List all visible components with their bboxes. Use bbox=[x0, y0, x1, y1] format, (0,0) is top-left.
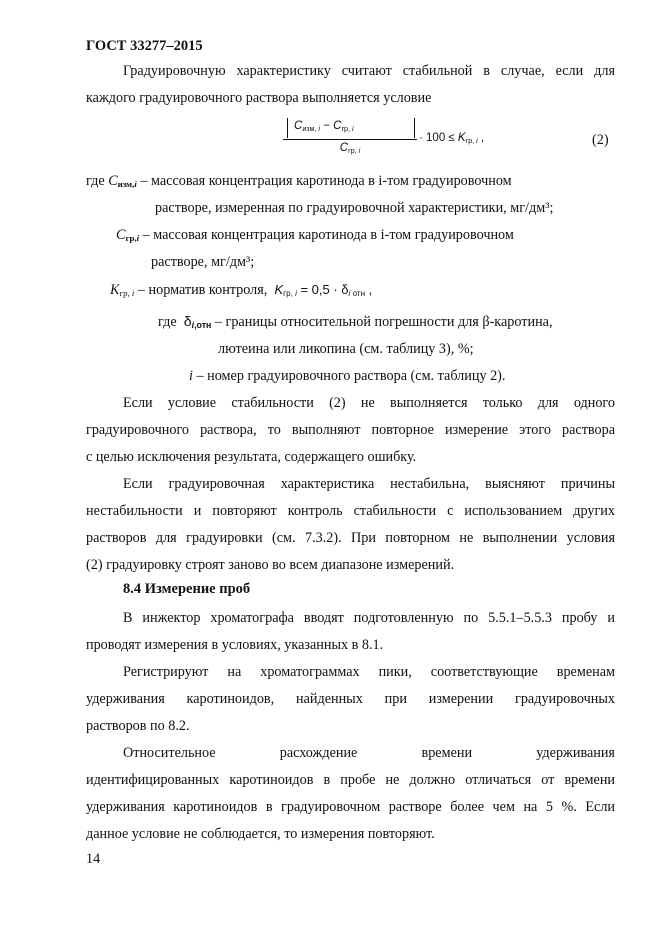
word: Относительное bbox=[123, 745, 216, 761]
para6-line3: удерживания каротиноидов в градуировочном растворе более чем на 5 %. Если bbox=[86, 799, 615, 815]
word: расхождение bbox=[279, 745, 358, 761]
para2-line3: с целью исключения результата, содержащего ошибку. bbox=[86, 449, 417, 465]
para5-line1: Регистрируют на хроматограммах пики, соответствующие временам bbox=[123, 664, 615, 680]
para5-line2: удерживания каротиноидов, найденных при измерении градуировочных bbox=[86, 691, 615, 707]
formula-fraction bbox=[283, 117, 415, 161]
formula-2 bbox=[283, 117, 485, 161]
formula-denominator: $C_{гр, i}$ bbox=[339, 142, 361, 155]
c-gr-line2: растворе, мг/дм³; bbox=[151, 254, 255, 270]
word: времени bbox=[421, 745, 473, 761]
section-heading: 8.4 Измерение проб bbox=[123, 581, 251, 597]
standard-title: ГОСТ 33277–2015 bbox=[86, 38, 203, 54]
para5-line3: растворов по 8.2. bbox=[86, 718, 190, 734]
para3-line3: растворов для градуировки (см. 7.3.2). При повторном не выполнении условия bbox=[86, 530, 615, 546]
para2-line2: градуировочного раствора, то выполняют повторное измерение этого раствора bbox=[86, 422, 615, 438]
c-gr-definition: $C_{гр,i}$ – массовая концентрация каротинода в i-том градуировочном bbox=[116, 227, 514, 244]
formula-number: (2) bbox=[592, 132, 609, 148]
para1-line1: Градуировочную характеристику считают стабильной в случае, если для bbox=[123, 63, 615, 79]
formula-right: · $100 \le K_{гр, i}$ , bbox=[419, 132, 485, 145]
page-number: 14 bbox=[86, 851, 101, 867]
para6-line1 bbox=[123, 744, 615, 763]
para3-line2: нестабильности и повторяют контроль стабильности с использованием других bbox=[86, 503, 615, 519]
para6-line4: данное условие не соблюдается, то измерения повторяют. bbox=[86, 826, 435, 842]
para4-line2: проводят измерения в условиях, указанных в 8.1. bbox=[86, 637, 384, 653]
delta-definition: где $\delta_{i,отн}$ – границы относительной погрешности для β-каротина, bbox=[158, 314, 553, 331]
i-definition: i – номер градуировочного раствора (см. таблицу 2). bbox=[189, 368, 506, 384]
delta-line2: лютеина или ликопина (см. таблицу 3), %; bbox=[218, 341, 474, 357]
word: удерживания bbox=[536, 745, 615, 761]
where-label: где $C_{изм,i}$ – массовая концентрация каротинода в i-том градуировочном bbox=[86, 173, 512, 190]
para4-line1: В инжектор хроматографа вводят подготовленную по 5.5.1–5.5.3 пробу и bbox=[123, 610, 615, 626]
fraction-bar bbox=[283, 139, 417, 140]
para6-line2: идентифицированных каротиноидов в пробе не должно отличаться от времени bbox=[86, 772, 615, 788]
para2-line1: Если условие стабильности (2) не выполняется только для одного bbox=[123, 395, 615, 411]
formula-numerator: $C_{изм, i} - C_{гр, i}$ bbox=[287, 118, 415, 138]
para3-line1: Если градуировочная характеристика нестабильна, выясняют причины bbox=[123, 476, 615, 492]
para3-line4: (2) градуировку строят заново во всем диапазоне измерений. bbox=[86, 557, 455, 573]
c-meas-line2: растворе, измеренная по градуировочной характеристики, мг/дм³; bbox=[155, 200, 554, 216]
para1-line2: каждого градуировочного раствора выполняется условие bbox=[86, 90, 432, 106]
k-definition: $K_{гр, i}$ – норматив контроля, $K_{гр, i} = 0,5 \cdot \delta_{i отн}$ , bbox=[110, 282, 373, 299]
